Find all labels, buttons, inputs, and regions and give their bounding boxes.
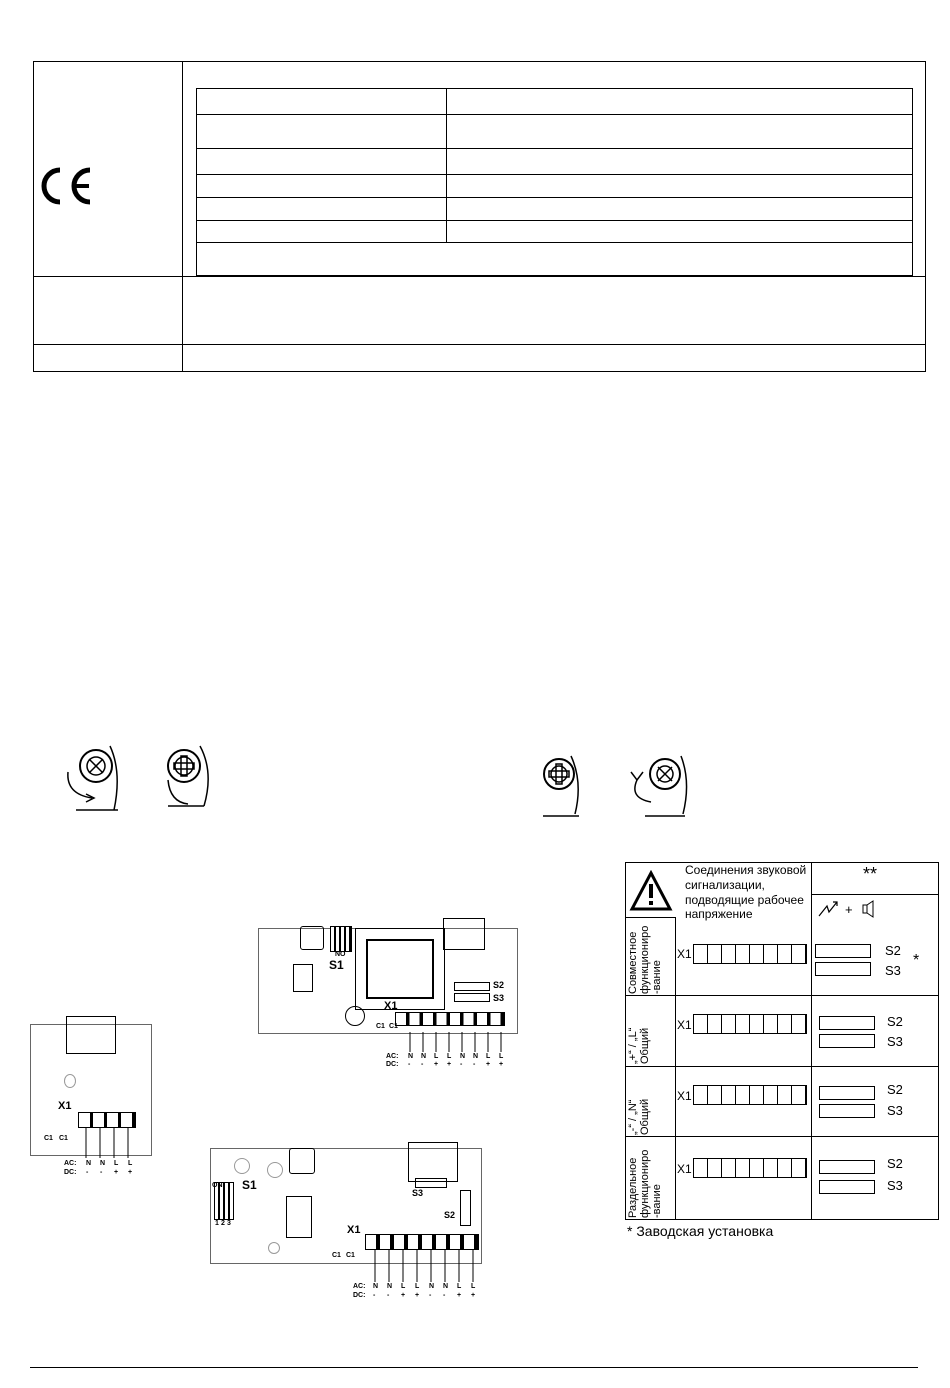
terminal-dc-1: - (387, 1292, 390, 1299)
legend-plus: + (845, 902, 853, 917)
terminal-strip (395, 1012, 505, 1026)
terminal-dc-5: - (473, 1061, 476, 1068)
ac-label: AC: (353, 1283, 366, 1290)
terminal-dc-2: + (434, 1061, 439, 1068)
row-s2-label: S2 (887, 1156, 903, 1171)
terminal-dc-0: - (408, 1061, 411, 1068)
dip-num-1: 1 (215, 1220, 219, 1227)
inner-table-divider (446, 88, 447, 242)
terminal-ac-6: L (486, 1053, 491, 1060)
terminal-dc-4: - (460, 1061, 463, 1068)
terminal-ac-6: L (457, 1283, 462, 1290)
row-terminal-strip (693, 944, 807, 964)
dip-on-label: ON (212, 1182, 223, 1189)
dip-switch-icon (330, 926, 352, 952)
spec-table-row-divider-1 (33, 276, 926, 277)
inner-row-line (196, 220, 913, 221)
led-icon (267, 1162, 283, 1178)
row-s2-label: S2 (885, 943, 901, 958)
led-icon (234, 1158, 250, 1174)
s3-label: S3 (493, 993, 505, 1003)
terminal-ac-3: L (415, 1283, 420, 1290)
terminal-dc-7: + (471, 1292, 476, 1299)
ac-label: AC: (386, 1053, 399, 1060)
spec-table-row-divider-2 (33, 344, 926, 345)
jumper-s3-icon (819, 1104, 875, 1118)
terminal-dc-6: + (486, 1061, 491, 1068)
terminal-ac-3: L (447, 1053, 452, 1060)
row-label-line: „+“ / „L“ (627, 1027, 639, 1064)
row-s2-label: S2 (887, 1082, 903, 1097)
circuit-board-a (258, 914, 518, 1034)
terminal-ac-2: L (114, 1160, 119, 1167)
row-s2-label: S2 (887, 1014, 903, 1029)
terminal-dc-2: + (114, 1169, 119, 1176)
inner-row-line (196, 197, 913, 198)
legend-row-line (625, 995, 939, 996)
jumper-s2-icon (460, 1190, 471, 1226)
row-s3-label: S3 (887, 1178, 903, 1193)
terminal-dc-3: + (447, 1061, 452, 1068)
terminal-strip (365, 1234, 479, 1250)
jumper-s3-icon (454, 993, 490, 1002)
jumper-s2-icon (819, 1016, 875, 1030)
x1-label: X1 (347, 1224, 361, 1236)
x1-label: X1 (384, 1000, 398, 1012)
dip-num-3: 3 (227, 1220, 231, 1227)
connector-block-icon (408, 1142, 458, 1182)
terminal-ac-7: L (471, 1283, 476, 1290)
terminal-ac-0: N (408, 1053, 414, 1060)
row-x1-label: X1 (677, 1162, 692, 1176)
legend-row-label (627, 1069, 673, 1135)
row-x1-label: X1 (677, 1089, 692, 1103)
row-factory-mark: * (913, 952, 920, 969)
inner-row-line (196, 242, 913, 243)
terminal-dc-7: + (499, 1061, 504, 1068)
row-s3-label: S3 (887, 1103, 903, 1118)
terminal-ac-4: N (460, 1053, 466, 1060)
legend-title-line: Соединения звуковой (685, 863, 807, 877)
terminal-dc-4: - (429, 1292, 432, 1299)
jumper-s3-icon (415, 1178, 447, 1188)
ce-mark-icon (38, 166, 98, 206)
row-x1-label: X1 (677, 947, 692, 961)
jumper-s3-icon (819, 1180, 875, 1194)
terminal-dc-2: + (401, 1292, 406, 1299)
legend-row-label (627, 1140, 673, 1218)
ac-label: AC: (64, 1160, 77, 1167)
x1-label: X1 (58, 1100, 72, 1112)
screw-cross-icon (158, 742, 228, 818)
legend-row-label (627, 998, 673, 1064)
jumper-s2-icon (819, 1086, 875, 1100)
row-label-line: Общий (639, 1098, 651, 1135)
terminal-strip (78, 1112, 136, 1128)
speaker-icon (861, 900, 877, 918)
s1-label: S1 (329, 958, 344, 972)
ic-chip-icon (293, 964, 313, 992)
row-s3-label: S3 (887, 1034, 903, 1049)
legend-stars: ** (863, 864, 878, 884)
row-label-line: Общий (639, 1027, 651, 1064)
terminal-dc-5: - (443, 1292, 446, 1299)
screw-cross-icon (535, 752, 595, 822)
s2-label: S2 (493, 980, 505, 990)
jumper-s3-icon (815, 962, 871, 976)
s3-label: S3 (412, 1188, 424, 1198)
inner-row-line (196, 114, 913, 115)
terminal-ac-1: N (100, 1160, 106, 1167)
legend-row-label (627, 922, 673, 994)
c1-label: C1 (346, 1252, 355, 1259)
row-terminal-strip (693, 1014, 807, 1034)
circuit-board-c (210, 1138, 485, 1308)
terminal-ac-0: N (373, 1283, 379, 1290)
terminal-ac-3: L (128, 1160, 133, 1167)
terminal-dc-6: + (457, 1292, 462, 1299)
c1-label: C1 (59, 1135, 68, 1142)
row-x1-label: X1 (677, 1018, 692, 1032)
dip-num-2: 2 (221, 1220, 225, 1227)
capacitor-icon (345, 1006, 365, 1026)
flash-icon (817, 898, 843, 918)
row-label-line: Совместное (627, 931, 639, 994)
dc-label: DC: (64, 1169, 77, 1176)
row-label-line: Раздельное (627, 1157, 639, 1218)
terminal-ac-1: N (421, 1053, 427, 1060)
screw-rotate-right-icon (625, 752, 695, 822)
spec-table-col-divider (182, 61, 183, 372)
terminal-dc-1: - (421, 1061, 424, 1068)
terminal-ac-2: L (434, 1053, 439, 1060)
jumper-legend-table (625, 862, 939, 1220)
terminal-dc-3: + (415, 1292, 420, 1299)
row-label-line: функциониро (639, 1149, 651, 1218)
factory-setting-note: * Заводская установка (627, 1223, 774, 1239)
dip-no-label: NO (335, 951, 346, 958)
jumper-s2-icon (454, 982, 490, 991)
wire-arrows (82, 1128, 142, 1160)
row-label-line: „-“ / „N“ (627, 1099, 639, 1135)
legend-title-line: подводящие рабочее (685, 893, 804, 907)
transformer-inner (366, 939, 434, 999)
wire-arrows (370, 1250, 480, 1284)
legend-header-line (811, 894, 939, 895)
jumper-s3-icon (819, 1034, 875, 1048)
legend-sublabel-col (675, 917, 676, 1220)
row-label-line: функциониро (639, 925, 651, 994)
dc-label: DC: (386, 1061, 399, 1068)
terminal-ac-1: N (387, 1283, 393, 1290)
footer-rule (30, 1367, 918, 1368)
legend-row-line (625, 1136, 939, 1137)
c1-label: C1 (389, 1023, 398, 1030)
inner-table (196, 88, 913, 276)
c1-label: C1 (44, 1135, 53, 1142)
terminal-ac-2: L (401, 1283, 406, 1290)
terminal-ac-5: N (443, 1283, 449, 1290)
inner-row-line (196, 148, 913, 149)
row-label-line: -вание (651, 1184, 663, 1218)
row-s3-label: S3 (885, 963, 901, 978)
row-terminal-strip (693, 1158, 807, 1178)
inner-row-line (196, 174, 913, 175)
c1-label: C1 (332, 1252, 341, 1259)
legend-title-line: напряжение (685, 907, 753, 921)
warning-icon (629, 870, 673, 912)
potentiometer-icon (289, 1148, 315, 1174)
dc-label: DC: (353, 1292, 366, 1299)
terminal-dc-3: + (128, 1169, 133, 1176)
terminal-ac-0: N (86, 1160, 92, 1167)
connector-block-icon (443, 918, 485, 950)
row-label-line: -вание (651, 960, 663, 994)
led-icon (64, 1074, 76, 1088)
legend-title-line: сигнализации, (685, 878, 765, 892)
row-terminal-strip (693, 1085, 807, 1105)
terminal-dc-0: - (373, 1292, 376, 1299)
legend-col-divider (811, 862, 812, 1220)
jumper-s2-icon (815, 944, 871, 958)
terminal-dc-1: - (100, 1169, 103, 1176)
screw-rotate-left-icon (58, 742, 128, 818)
wire-arrows (406, 1032, 516, 1054)
s2-label: S2 (444, 1210, 456, 1220)
c1-label: C1 (376, 1023, 385, 1030)
circuit-board-b (30, 1012, 160, 1182)
terminal-dc-0: - (86, 1169, 89, 1176)
connector-block-icon (66, 1016, 116, 1054)
transistor-icon (286, 1196, 312, 1238)
potentiometer-icon (300, 926, 324, 950)
terminal-ac-7: L (499, 1053, 504, 1060)
terminal-labels-a (386, 1038, 516, 1068)
terminal-ac-4: N (429, 1283, 435, 1290)
jumper-s2-icon (819, 1160, 875, 1174)
s1-label: S1 (242, 1178, 257, 1192)
legend-sublabel-divider (625, 917, 675, 918)
legend-row-line (625, 1066, 939, 1067)
terminal-ac-5: N (473, 1053, 479, 1060)
capacitor-icon (268, 1242, 280, 1254)
